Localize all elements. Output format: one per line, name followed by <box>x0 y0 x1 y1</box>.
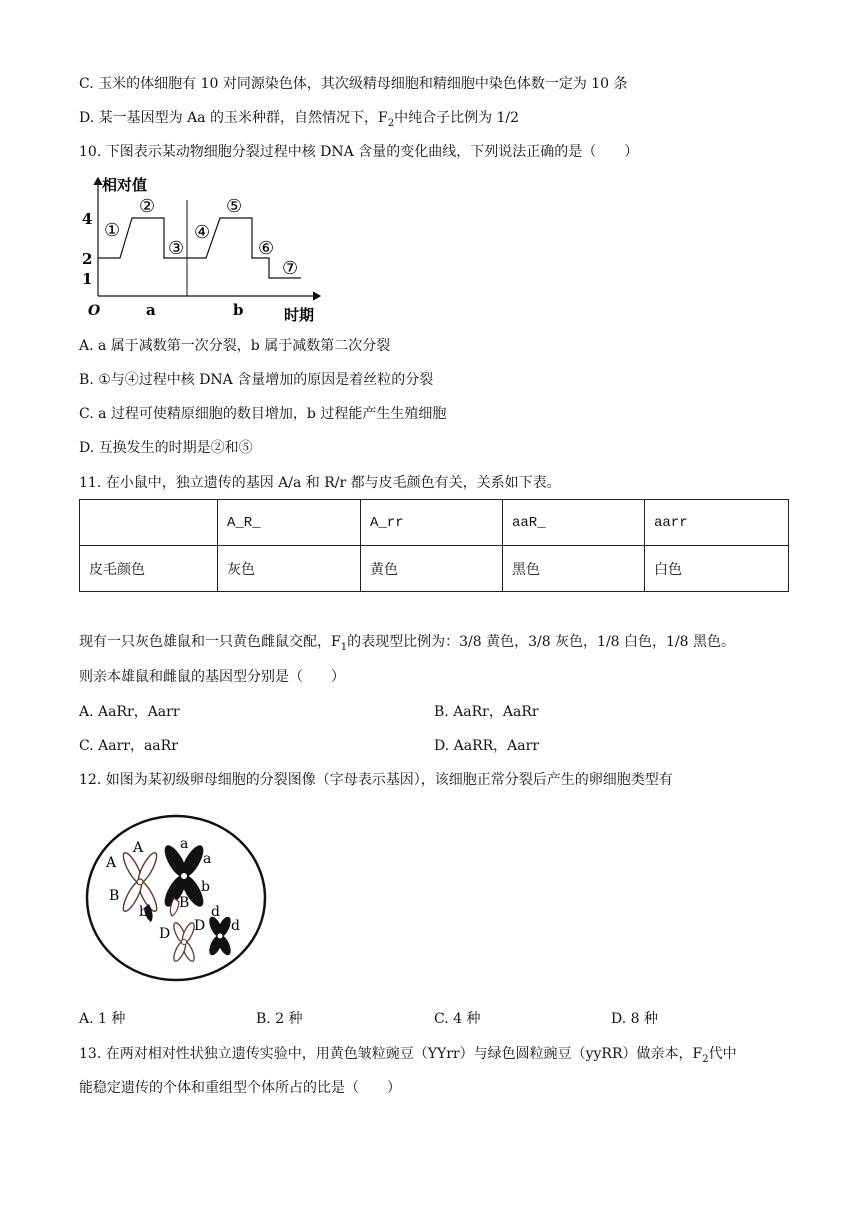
y-tick-2: 2 <box>82 250 93 268</box>
q10-option-a: A. a 属于减数第一次分裂，b 属于减数第二次分裂 <box>79 338 391 354</box>
stage-mark-6: ⑥ <box>258 238 275 259</box>
y-tick-1: 1 <box>82 270 93 288</box>
table-cell <box>80 500 218 546</box>
q10-option-b: B. ①与④过程中核 DNA 含量增加的原因是着丝粒的分裂 <box>79 372 434 388</box>
gene-label: A <box>133 840 144 856</box>
y-tick-4: 4 <box>82 210 93 228</box>
oocyte-figure <box>83 812 269 984</box>
q11-option-d: D. AaRR，Aarr <box>434 738 540 754</box>
q10-option-d: D. 互换发生的时期是②和⑤ <box>79 440 253 456</box>
q11-option-a: A. AaRr，Aarr <box>79 704 180 720</box>
stage-mark-3: ③ <box>168 238 185 259</box>
chromosome-white-small <box>171 921 196 962</box>
q9-option-c: C. 玉米的体细胞有 10 对同源染色体，其次级精母细胞和精细胞中染色体数一定为 10 条 <box>79 76 628 92</box>
q11-text-1: 现有一只灰色雄鼠和一只黄色雌鼠交配，$F_1$的表现型比例为：3/8 黄色，3/8 灰色，1/8 白色，1/8 黑色。 <box>79 634 736 653</box>
gene-label: D <box>159 926 171 942</box>
table-cell: aaR_ <box>503 500 645 546</box>
q11-text-2: 则亲本雄鼠和雌鼠的基因型分别是（ ） <box>79 669 345 685</box>
x-axis-title: 时期 <box>284 306 315 324</box>
q12-stem: 12. 如图为某初级卵母细胞的分裂图像（字母表示基因），该细胞正常分裂后产生的卵细胞类型有 <box>79 772 673 788</box>
gene-label: a <box>203 851 212 867</box>
table-header-row <box>80 500 789 546</box>
chromosome-black-small <box>207 915 234 957</box>
gene-label: B <box>109 888 120 904</box>
q13-line-2: 能稳定遗传的个体和重组型个体所占的比是（ ） <box>79 1080 401 1096</box>
q13-line-1: 13. 在两对相对性状独立遗传实验中，用黄色皱粒豌豆（YYrr）与绿色圆粒豌豆（yyRR）做亲本，$F_2$代中 <box>79 1046 737 1065</box>
table-cell: 白色 <box>645 546 789 592</box>
y-axis-title: 相对值 <box>102 176 148 194</box>
table-cell: 黑色 <box>503 546 645 592</box>
origin-label: O <box>88 303 101 319</box>
q12-option-d: D. 8 种 <box>611 1011 658 1027</box>
gene-label: A <box>106 855 117 871</box>
q9-option-d: D. 某一基因型为 Aa 的玉米种群，自然情况下，$F_2$中纯合子比例为 1/2 <box>79 110 520 129</box>
genotype-color-table <box>79 499 789 592</box>
stage-mark-2: ② <box>139 196 156 217</box>
table-cell: A_R_ <box>218 500 361 546</box>
table-cell: 灰色 <box>218 546 361 592</box>
q10-option-c: C. a 过程可使精原细胞的数目增加，b 过程能产生生殖细胞 <box>79 406 447 422</box>
gene-label: a <box>180 836 189 852</box>
gene-label: b <box>139 904 148 920</box>
table-cell: aarr <box>645 500 789 546</box>
q11-option-b: B. AaRr，AaRr <box>434 704 539 720</box>
segment-b-label: b <box>233 301 244 319</box>
q12-option-a: A. 1 种 <box>79 1011 126 1027</box>
table-row <box>80 546 789 592</box>
q10-stem: 10. 下图表示某动物细胞分裂过程中核 DNA 含量的变化曲线，下列说法正确的是（ ） <box>79 144 639 160</box>
gene-label: d <box>211 904 220 920</box>
gene-label: B <box>179 895 190 911</box>
table-cell: A_rr <box>361 500 503 546</box>
stage-mark-4: ④ <box>194 222 211 243</box>
gene-label: d <box>231 918 240 934</box>
stage-mark-1: ① <box>104 220 121 241</box>
stage-mark-5: ⑤ <box>226 196 243 217</box>
segment-a-label: a <box>146 301 156 319</box>
q11-stem: 11. 在小鼠中，独立遗传的基因 A/a 和 R/r 都与皮毛颜色有关，关系如下表。 <box>79 475 561 491</box>
q12-option-b: B. 2 种 <box>256 1011 303 1027</box>
table-cell: 皮毛颜色 <box>80 546 218 592</box>
gene-label: b <box>201 879 210 895</box>
q12-option-c: C. 4 种 <box>434 1011 481 1027</box>
stage-mark-7: ⑦ <box>282 258 299 279</box>
table-cell: 黄色 <box>361 546 503 592</box>
gene-label: D <box>194 918 206 934</box>
dna-content-chart <box>80 170 340 328</box>
q11-option-c: C. Aarr，aaRr <box>79 738 178 754</box>
